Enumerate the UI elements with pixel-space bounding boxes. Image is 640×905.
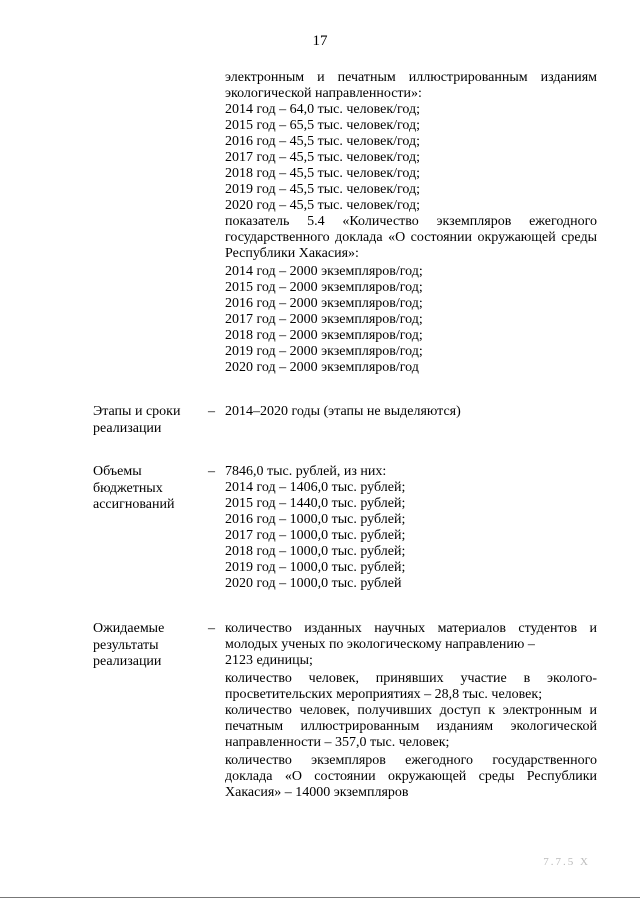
indicator-line: 2018 год – 2000 экземпляров/год;	[225, 328, 423, 343]
results-dash: –	[208, 621, 215, 636]
budget-line: 7846,0 тыс. рублей, из них:	[225, 464, 387, 479]
indicator-line: 2016 год – 45,5 тыс. человек/год;	[225, 134, 421, 149]
budget-line: 2014 год – 1406,0 тыс. рублей;	[225, 480, 406, 495]
budget-line: 2015 год – 1440,0 тыс. рублей;	[225, 496, 406, 511]
results-label: результаты	[93, 638, 159, 653]
indicator-line: 2019 год – 45,5 тыс. человек/год;	[225, 182, 421, 197]
page-bottom-edge	[0, 897, 640, 898]
budget-line: 2018 год – 1000,0 тыс. рублей;	[225, 544, 406, 559]
indicator-line: государственного доклада «О состоянии окружающей среды	[225, 230, 597, 245]
indicator-line: 2020 год – 2000 экземпляров/год	[225, 360, 419, 375]
budget-line: 2017 год – 1000,0 тыс. рублей;	[225, 528, 406, 543]
budget-line: 2020 год – 1000,0 тыс. рублей	[225, 576, 402, 591]
indicator-line: 2017 год – 45,5 тыс. человек/год;	[225, 150, 421, 165]
results-line: количество человек, получивших доступ к электронным и	[225, 703, 597, 718]
results-line: просветительских мероприятиях – 28,8 тыс. человек;	[225, 687, 543, 702]
results-line: количество экземпляров ежегодного государственного	[225, 753, 597, 768]
results-line: 2123 единицы;	[225, 653, 313, 668]
indicator-line: 2017 год – 2000 экземпляров/год;	[225, 312, 423, 327]
indicator-line: 2015 год – 65,5 тыс. человек/год;	[225, 118, 421, 133]
stages-value: 2014–2020 годы (этапы не выделяются)	[225, 404, 461, 419]
results-line: доклада «О состоянии окружающей среды Республики	[225, 769, 597, 784]
results-line: печатным иллюстрированным изданиям экологической	[225, 719, 597, 734]
results-line: количество изданных научных материалов студентов и	[225, 621, 597, 636]
stages-label: Этапы и сроки	[93, 404, 181, 419]
budget-dash: –	[208, 464, 215, 479]
indicator-line: электронным и печатным иллюстрированным изданиям	[225, 70, 597, 85]
results-line: количество человек, принявших участие в эколого-	[225, 671, 597, 686]
indicator-line: 2016 год – 2000 экземпляров/год;	[225, 296, 423, 311]
results-line: направленности – 357,0 тыс. человек;	[225, 735, 450, 750]
results-label: реализации	[93, 654, 162, 669]
stages-dash: –	[208, 404, 215, 419]
indicator-line: 2018 год – 45,5 тыс. человек/год;	[225, 166, 421, 181]
results-label: Ожидаемые	[93, 621, 165, 636]
indicator-line: 2020 год – 45,5 тыс. человек/год;	[225, 198, 421, 213]
stages-label: реализации	[93, 421, 162, 436]
indicator-line: Республики Хакасия»:	[225, 246, 359, 261]
indicator-line: 2015 год – 2000 экземпляров/год;	[225, 280, 423, 295]
faint-stamp: 7.7.5 Х	[543, 856, 590, 868]
budget-label: Объемы	[93, 464, 142, 479]
budget-label: ассигнований	[93, 497, 175, 512]
indicator-line: экологической направленности»:	[225, 86, 422, 101]
budget-label: бюджетных	[93, 481, 163, 496]
budget-line: 2019 год – 1000,0 тыс. рублей;	[225, 560, 406, 575]
indicator-line: 2014 год – 64,0 тыс. человек/год;	[225, 102, 421, 117]
indicator-line: 2019 год – 2000 экземпляров/год;	[225, 344, 423, 359]
results-line: Хакасия» – 14000 экземпляров	[225, 785, 409, 800]
results-line: молодых ученых по экологическому направлению –	[225, 637, 535, 652]
budget-line: 2016 год – 1000,0 тыс. рублей;	[225, 512, 406, 527]
indicator-line: показатель 5.4 «Количество экземпляров ежегодного	[225, 214, 597, 229]
page-number: 17	[312, 33, 328, 49]
indicator-line: 2014 год – 2000 экземпляров/год;	[225, 264, 423, 279]
